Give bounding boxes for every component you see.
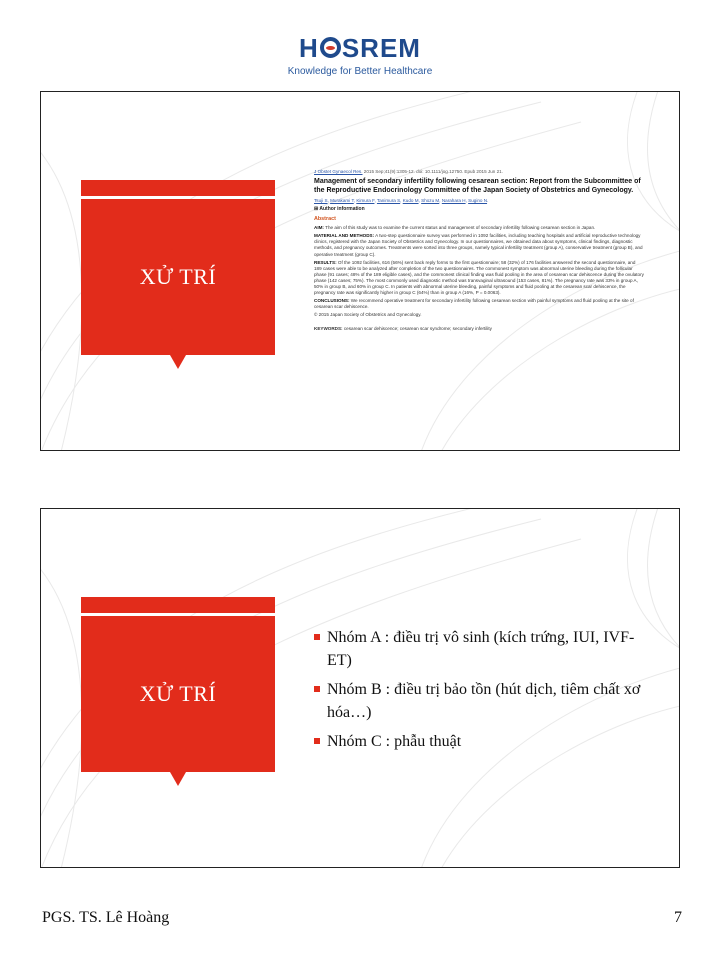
page-number: 7 — [674, 909, 682, 926]
paper-title: Management of secondary infertility following cesarean section: Report from the Subcommittee of the Reproductive Endocrinology Committee of the Japan Society of Obstetrics and Gynecology. — [314, 178, 641, 194]
bullet-text: Nhóm C : phẫu thuật — [327, 733, 462, 750]
author-link[interactable]: Tanimura S — [376, 198, 401, 204]
keywords-text: cesarean scar dehiscence; cesarean scar syndrome; secondary infertility — [342, 325, 492, 331]
abstract-conclusions — [314, 298, 644, 310]
section-title: XỬ TRÍ — [139, 681, 217, 706]
citation-details: 2015 Sep;41(9):1305-12. doi: 10.1111/jog.12750. Epub 2015 Jun 21. — [362, 169, 503, 174]
paper-citation — [314, 169, 644, 175]
list-item — [314, 678, 644, 724]
author-link[interactable]: Sugino N — [468, 198, 488, 204]
abstract-aim — [314, 225, 644, 231]
bullet-square-icon — [314, 738, 320, 744]
paper-authors: Tsuji S, Murakami T, Kimura F, Tanimura S, Kudo M, Shozu M, Narahara H, Sugino N. — [314, 198, 489, 204]
author-link[interactable]: Narahara H — [441, 198, 466, 204]
results-text: Of the 1092 facilities, 616 (56%) sent back reply forms to the first questionnaire; 58 (32%) of 176 facilities answered the second questionnaire, and 189 cases were able to be analyzed after completion of the two questionnaires. The commonest symptom was abnormal uterine bleeding during the follicular phase (91 cases; 48% of the 189 eligible cases), and the commonest clinical finding was fluid pooling in the area of cesarean scar dehiscence during the ovulatory phase (142 cases; 75%). The most commonly used diagnostic method was transvaginal ultrasound (153 cases, 81%). The pregnancy rate was 33% in group A, 50% in group B, and 60% in group C. In patients with abnormal uterine bleeding, painful symptoms and fluid pooling at the cesarean scar dehiscence, the pregnancy rate was significantly higher in group C (64%) than in group A (16%, P = 0.0063). — [314, 259, 644, 296]
list-item — [314, 626, 644, 672]
title-accent-strip — [81, 180, 275, 196]
results-label: RESULTS: — [314, 259, 337, 265]
aim-text: The aim of this study was to examine the current status and management of secondary infertility following cesarean section in Japan. — [323, 225, 596, 231]
section-title-box — [81, 199, 275, 355]
logo-letter-h: H — [299, 33, 319, 63]
author-link[interactable]: Murakami T — [330, 198, 354, 204]
paper-abstract-excerpt — [314, 169, 644, 332]
slide-1 — [40, 91, 680, 451]
logo-tagline: Knowledge for Better Healthcare — [287, 66, 433, 77]
abstract-methods — [314, 233, 644, 257]
footer-author: PGS. TS. Lê Hoàng — [42, 909, 170, 926]
treatment-groups-list — [314, 626, 644, 759]
author-information-toggle[interactable]: ⊞ Author information — [314, 206, 365, 213]
aim-label: AIM: — [314, 225, 324, 231]
keywords-label: KEYWORDS: — [314, 325, 343, 331]
journal-link[interactable]: J Obstet Gynaecol Res. — [314, 169, 363, 174]
bullet-square-icon — [314, 686, 320, 692]
conclusions-label: CONCLUSIONS: — [314, 298, 350, 304]
hosrem-logo — [0, 34, 720, 77]
abstract-copyright: © 2015 Japan Society of Obstetrics and Gynecology. — [314, 312, 422, 318]
logo-letters: SREM — [341, 33, 421, 63]
author-link[interactable]: Kimura F — [356, 198, 375, 204]
title-accent-strip — [81, 597, 275, 613]
conclusions-text: We recommend operative treatment for secondary infertility following cesarean section with painful symptoms and fluid pooling at the site of cesarean scar dehiscence. — [314, 298, 634, 310]
bullet-text: Nhóm B : điều trị bảo tồn (hút dịch, tiêm chất xơ hóa…) — [327, 681, 641, 721]
logo-globe-icon — [320, 37, 341, 58]
author-link[interactable]: Tsuji S — [314, 198, 328, 204]
abstract-heading: Abstract — [314, 216, 336, 223]
methods-label: MATERIAL AND METHODS: — [314, 233, 375, 239]
logo-wordmark — [0, 34, 720, 62]
slide-2 — [40, 508, 680, 868]
methods-text: A two-step questionnaire survey was performed in 1092 facilities, including teaching hospitals and artificial reproductive technology clinics, registered with the Japan Society of Obstetrics and Gynecology. In our questionnaires, we obtained data about symptoms, clinical findings, diagnostic methods, and pregnancy outcomes. Treatments were sorted into three groups, namely typical infertility treatment (group A), conservative treatment (group B), and operative treatment (group C). — [314, 233, 643, 257]
bullet-square-icon — [314, 634, 320, 640]
bullet-text: Nhóm A : điều trị vô sinh (kích trứng, IUI, IVF-ET) — [327, 629, 635, 669]
list-item — [314, 730, 644, 753]
section-title-box — [81, 616, 275, 772]
abstract-results — [314, 260, 644, 297]
section-title: XỬ TRÍ — [139, 264, 217, 289]
author-link[interactable]: Shozu M — [421, 198, 440, 204]
author-link[interactable]: Kudo M — [402, 198, 419, 204]
abstract-keywords — [314, 326, 644, 332]
